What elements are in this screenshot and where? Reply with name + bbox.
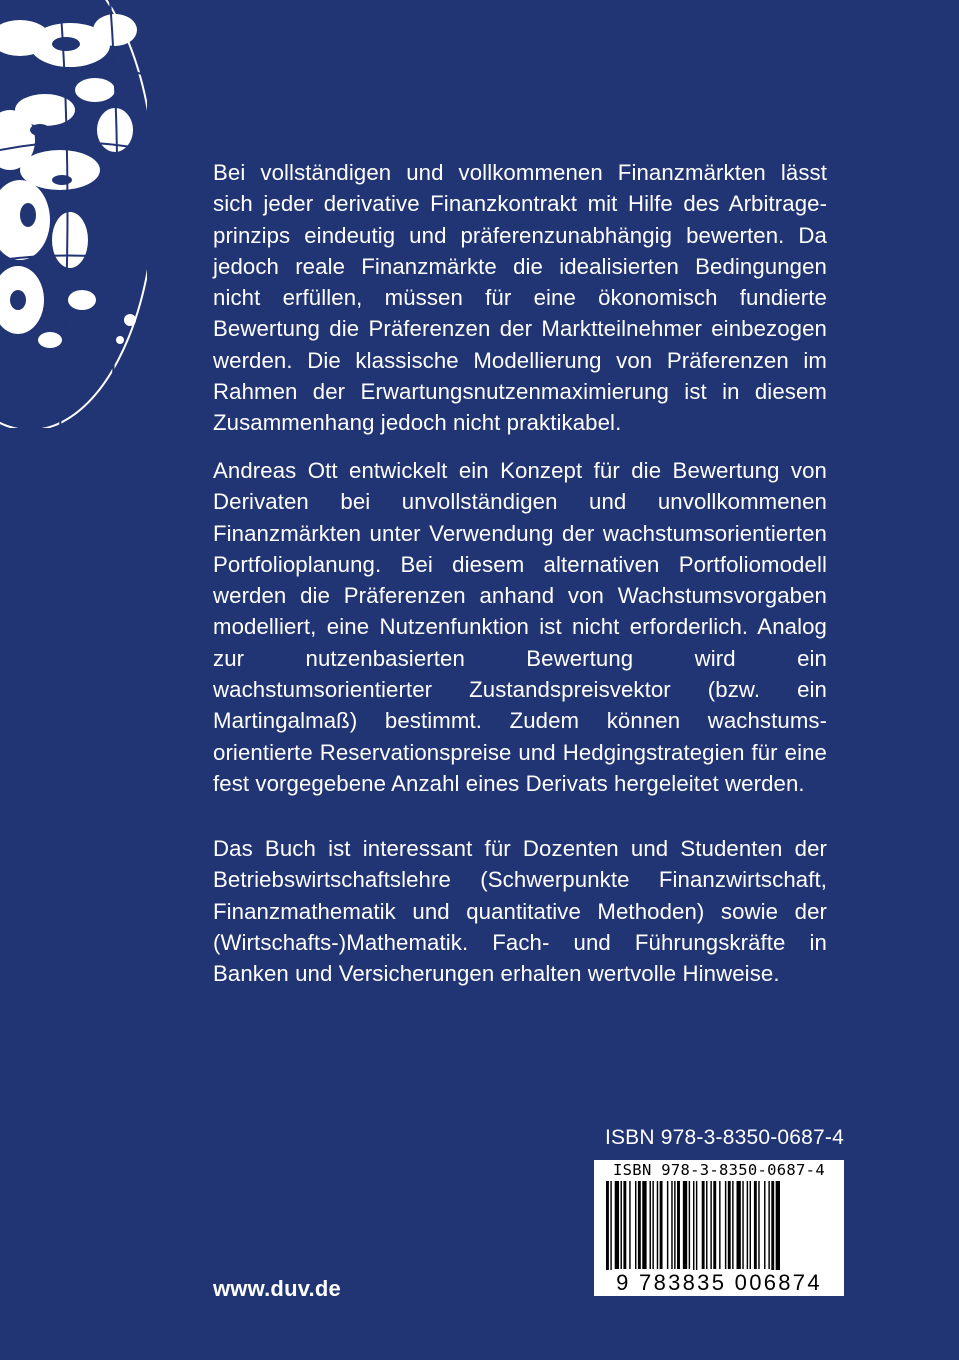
- barcode-bar: [702, 1181, 705, 1269]
- barcode-bar: [732, 1181, 733, 1269]
- barcode-bar: [638, 1181, 641, 1269]
- barcode-bar: [750, 1181, 751, 1269]
- barcode-digits: 9 783835 006874: [596, 1270, 842, 1296]
- blurb-paragraph-3: [213, 833, 827, 989]
- barcode-bar: [660, 1181, 663, 1269]
- blurb-paragraph-1: [213, 157, 827, 439]
- barcode-bar: [747, 1181, 748, 1269]
- barcode-bar: [635, 1181, 636, 1269]
- barcode-bar: [737, 1181, 741, 1269]
- barcode-bar: [710, 1181, 711, 1269]
- barcode-bar: [689, 1181, 690, 1269]
- barcode-bar: [677, 1181, 680, 1269]
- barcode-bar: [674, 1181, 675, 1269]
- barcode-bar: [764, 1181, 765, 1269]
- barcode-isbn-text: ISBN 978-3-8350-0687-4: [613, 1161, 825, 1179]
- barcode-bar: [725, 1181, 726, 1269]
- barcode: [594, 1160, 844, 1296]
- barcode-bar: [606, 1181, 609, 1273]
- barcode-bar: [771, 1181, 774, 1273]
- barcode-bar: [642, 1181, 646, 1269]
- blurb-paragraph-2: [213, 455, 827, 799]
- paragraph-text: Andreas Ott entwickelt ein Konzept für die Bewertung von Derivaten bei unvollständigen und unvollkommenen Finanzmärkten unter Verwendung der wachstumsorientierten Portfolioplanung. Bei diesem alternativen Portfoliomodell werden die Präferenzen anhand von Wachstumsvorgaben modelliert, eine Nutzenfunktion ist nicht erforderlich. Analog zur nutzenbasierten Bewertung wird ein wachstumsorientierter Zustandspreisvektor (bzw. ein Martingalmaß) bestimmt. Zudem können wachstumsorientierte Reservationspreise und Hedgingstrategien für eine fest vorgegebene Anzahl eines Derivats hergeleitet werden.: [213, 458, 827, 796]
- paragraph-text: Das Buch ist interessant für Dozenten und Studenten der Betriebswirtschaftslehre (Schwerpunkte Finanzwirtschaft, Finanzmathematik und quantitative Methoden) sowie der (Wirtschafts-)Mathematik. Fach- und Führungskräfte in Banken und Versicherungen erhalten wertvolle Hinweise.: [213, 836, 827, 987]
- publisher-website: www.duv.de: [213, 1276, 341, 1301]
- barcode-bar: [650, 1181, 651, 1269]
- isbn-label: ISBN 978-3-8350-0687-4: [604, 1126, 844, 1149]
- barcode-bar: [657, 1181, 658, 1269]
- barcode-bar: [671, 1181, 672, 1269]
- globe-illustration: [0, 0, 148, 428]
- globe-map-icon: [0, 0, 148, 428]
- barcode-bar: [621, 1181, 622, 1269]
- barcode-bar: [652, 1181, 653, 1269]
- barcode-bar: [754, 1181, 757, 1269]
- barcode-bar: [696, 1181, 697, 1273]
- barcode-bar: [742, 1181, 743, 1269]
- barcode-bar: [713, 1181, 716, 1269]
- barcode-bar: [623, 1181, 626, 1269]
- barcode-bar: [693, 1181, 694, 1273]
- barcode-bar: [719, 1181, 720, 1269]
- barcode-bar: [758, 1181, 759, 1269]
- barcode-bar: [610, 1181, 611, 1273]
- barcode-bar: [768, 1181, 769, 1269]
- paragraph-text: Bei vollständigen und vollkommenen Finanzmärkten lässt sich jeder derivative Finanzkontrakt mit Hilfe des Arbitrageprinzips eindeutig und präferenzunabhängig bewerten. Da jedoch reale Finanzmärkte die idealisierten Bedingungen nicht erfüllen, müssen für eine ökonomisch fundierte Bewertung die Präferenzen der Marktteilnehmer einbezogen werden. Die klassische Modellierung von Präferenzen im Rahmen der Erwartungsnutzenmaximierung ist in diesem Zusammenhang jedoch nicht praktikabel.: [213, 160, 827, 436]
- barcode-bar: [683, 1181, 687, 1269]
- barcode-bar: [629, 1181, 630, 1269]
- barcode-bar: [728, 1181, 731, 1269]
- barcode-bars-icon: [606, 1181, 832, 1273]
- barcode-bar: [615, 1181, 619, 1269]
- barcode-bar: [776, 1181, 780, 1273]
- barcode-bar: [706, 1181, 707, 1269]
- barcode-bar: [667, 1181, 668, 1269]
